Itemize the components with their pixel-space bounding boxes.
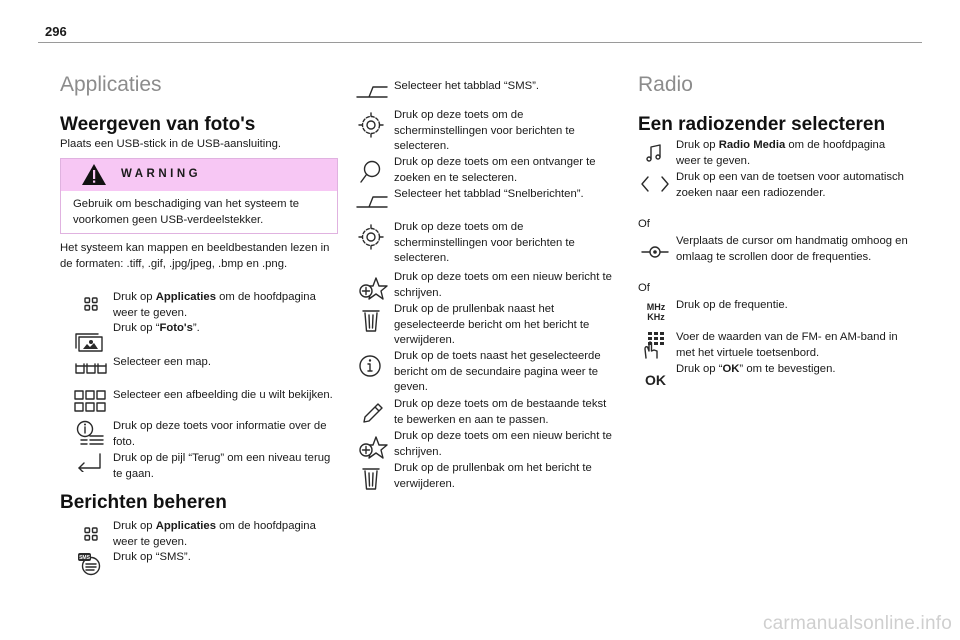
or-separator-1: Of (638, 218, 650, 230)
page-number: 296 (45, 24, 67, 39)
music-note-icon (646, 144, 662, 162)
step-press-frequency: Druk op de frequentie. (676, 299, 788, 311)
step-new-message-2: Druk op deze toets om een nieuw bericht te schrijven. (394, 430, 612, 458)
step-settings-2 (356, 220, 618, 267)
formats-paragraph: Het systeem kan mappen en beeldbestanden lezen in de formaten: .tiff, .gif, .jpg/jpeg, .bmp en .png. (60, 242, 330, 270)
step-text: Druk op een van de toetsen voor automatisch zoeken naar een radiozender. (676, 171, 904, 199)
photos-icon (74, 328, 104, 352)
warning-header (61, 159, 337, 191)
warning-box (60, 158, 338, 234)
usb-intro: Plaats een USB-stick in de USB-aansluiting. (60, 138, 282, 150)
step-text: ” om te bevestigen. (739, 363, 836, 375)
step-virtual-keyboard: Voer de waarden van de FM- en AM-band in met het virtuele toetsenbord. (676, 331, 898, 359)
or-separator-2: Of (638, 282, 650, 294)
step-new-message-1: Druk op deze toets om een nieuw bericht te schrijven. (394, 271, 612, 299)
step-settings-1 (356, 108, 618, 155)
step-text: Druk op (113, 520, 156, 532)
step-text: Druk op deze toets om de scherminstellingen voor berichten te selecteren. (394, 221, 575, 264)
new-message-star-icon (356, 276, 388, 300)
step-bold: Radio Media (718, 139, 786, 151)
section-title-radio: Radio (638, 73, 693, 96)
step-confirm-ok (676, 362, 906, 378)
step-bold: Applicaties (155, 520, 216, 532)
step-text: om de hoofdpagina weer te geven. (113, 520, 316, 548)
tab-icon (356, 86, 388, 98)
step-tab-quick: Selecteer het tabblad “Snelberichten”. (394, 188, 584, 200)
step-bold: Foto's (159, 322, 193, 334)
frequency-units-icon (644, 302, 668, 322)
apps-grid-icon (84, 527, 98, 541)
heading-messages: Berichten beheren (60, 492, 227, 513)
keypad-icon (642, 331, 668, 359)
step-manual-scroll (638, 234, 910, 265)
step-fotos (113, 321, 339, 337)
step-text: Druk op “ (676, 363, 723, 375)
frequency-unit-mhz: MHz (646, 302, 666, 312)
step-edit-text: Druk op deze toets om de bestaande tekst te bewerken en aan te passen. (394, 398, 607, 426)
step-bold: Applicaties (155, 291, 216, 303)
info-list-icon (76, 420, 104, 446)
frequency-unit-khz: KHz (647, 312, 665, 322)
apps-grid-icon (84, 297, 98, 311)
warning-triangle-icon (81, 163, 107, 191)
step-search-recipient: Druk op deze toets om een ontvanger te zoeken en te selecteren. (394, 156, 596, 184)
step-bold: OK (722, 363, 740, 375)
step-text: Druk op de toets naast het geselecteerde bericht om de secundaire pagina weer te geven. (394, 350, 601, 393)
section-title-applicaties: Applicaties (60, 73, 162, 96)
step-text: om de hoofdpagina weer te geven. (676, 139, 886, 167)
step-back: Druk op de pijl “Terug” om een niveau terug te gaan. (113, 452, 331, 480)
heading-photos: Weergeven van foto's (60, 114, 256, 135)
step-sms: Druk op “SMS”. (113, 551, 191, 563)
step-text: Druk op (676, 139, 719, 151)
sms-icon (76, 552, 102, 576)
step-select-image: Selecteer een afbeelding die u wilt bekijken. (113, 389, 333, 401)
step-select-folder: Selecteer een map. (113, 356, 211, 368)
step-delete-message: Druk op de prullenbak om het bericht te verwijderen. (394, 462, 592, 490)
step-text: om de hoofdpagina weer te geven. (113, 291, 316, 319)
image-grid-icon (74, 390, 106, 412)
step-applicaties (113, 290, 339, 321)
watermark: carmanualsonline.info (762, 613, 952, 634)
ok-icon: OK (645, 372, 666, 388)
step-secondary-page (356, 349, 618, 396)
step-text: Druk op “ (113, 322, 160, 334)
step-messages-applicaties (113, 519, 339, 550)
warning-title: WARNING (121, 168, 202, 180)
step-text: Verplaats de cursor om handmatig omhoog en omlaag te scrollen door de frequenties. (676, 235, 908, 263)
step-photo-info: Druk op deze toets voor informatie over de foto. (113, 420, 327, 448)
step-auto-seek (638, 170, 910, 201)
step-delete-selected (356, 302, 618, 349)
folder-row-icon (75, 363, 107, 375)
tab-icon (356, 196, 388, 208)
step-text: Druk op de prullenbak naast het geselecteerde bericht om het bericht te verwijderen. (394, 303, 590, 346)
header-divider (38, 42, 922, 43)
step-text: Druk op (113, 291, 156, 303)
warning-text: Gebruik om beschadiging van het systeem te voorkomen geen USB-verdeelstekker. (73, 198, 300, 226)
back-arrow-icon (76, 452, 102, 472)
trash-icon (362, 466, 380, 490)
step-text: ”. (192, 322, 200, 334)
step-text: Druk op deze toets om de scherminstellingen voor berichten te selecteren. (394, 109, 575, 152)
search-icon (360, 160, 382, 184)
new-message-star-icon (356, 435, 388, 459)
svg-text:SMS: SMS (79, 555, 90, 562)
step-radio-media (676, 138, 906, 169)
pencil-icon (362, 402, 384, 424)
step-tab-sms: Selecteer het tabblad “SMS”. (394, 80, 540, 92)
heading-select-station: Een radiozender selecteren (638, 114, 886, 135)
